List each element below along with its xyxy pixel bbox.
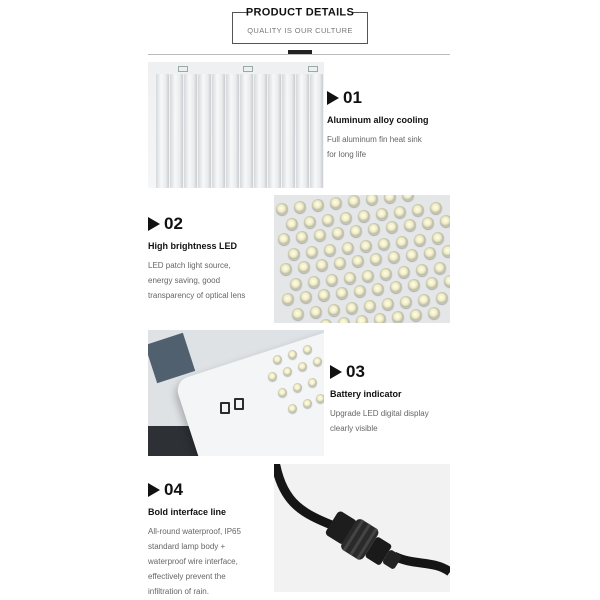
led-chip <box>316 259 328 271</box>
led-chip <box>296 231 308 243</box>
led-chip <box>424 247 436 259</box>
led-chip <box>394 206 406 218</box>
feature-title: High brightness LED <box>148 241 238 251</box>
led-chip <box>366 195 378 205</box>
led-chip <box>298 362 307 371</box>
led-chip <box>354 285 366 297</box>
led-chip <box>313 357 322 366</box>
feature-title: Bold interface line <box>148 507 227 517</box>
led-chip <box>432 232 444 244</box>
led-chip <box>276 203 288 215</box>
led-chip <box>338 317 350 323</box>
led-chip <box>370 253 382 265</box>
feature-title: Battery indicator <box>330 389 402 399</box>
led-chip <box>306 246 318 258</box>
heat-sink-photo <box>148 62 324 188</box>
header-divider-mark <box>288 50 312 54</box>
led-chip <box>290 278 302 290</box>
led-chip <box>436 292 448 304</box>
led-chip <box>404 219 416 231</box>
led-chip <box>372 283 384 295</box>
led-chip <box>308 276 320 288</box>
led-chip <box>414 234 426 246</box>
led-chip <box>402 195 414 201</box>
description-line: All-round waterproof, IP65 <box>148 527 241 536</box>
led-chip <box>298 261 310 273</box>
led-chip <box>278 388 287 397</box>
description-line: waterproof wire interface, <box>148 557 238 566</box>
feature-description <box>327 132 429 162</box>
led-chip <box>384 195 396 203</box>
led-chip <box>303 399 312 408</box>
feature-description <box>148 258 245 303</box>
header-frame-line <box>233 43 367 44</box>
led-chip <box>294 201 306 213</box>
led-chip <box>410 309 422 321</box>
led-chip <box>308 378 317 387</box>
led-chip <box>442 245 450 257</box>
heat-sink-fin <box>268 74 281 188</box>
led-chip <box>380 268 392 280</box>
play-arrow-icon <box>327 91 339 105</box>
led-chip <box>268 372 277 381</box>
clip-icon <box>308 66 318 72</box>
led-chip <box>392 311 404 323</box>
led-chip <box>286 218 298 230</box>
play-arrow-icon <box>148 217 160 231</box>
play-arrow-icon <box>330 365 342 379</box>
feature-3 <box>330 362 429 436</box>
clip-icon <box>243 66 253 72</box>
description-line: energy saving, good <box>148 276 221 285</box>
led-chip <box>400 296 412 308</box>
led-chip <box>332 227 344 239</box>
heat-sink-fin <box>310 74 323 188</box>
led-chip <box>288 350 297 359</box>
led-chip <box>340 212 352 224</box>
led-chip <box>378 238 390 250</box>
feature-title: Aluminum alloy cooling <box>327 115 429 125</box>
description-line: clearly visible <box>330 424 378 433</box>
led-chip <box>412 204 424 216</box>
page-title: PRODUCT DETAILS <box>245 6 355 19</box>
led-chip <box>416 264 428 276</box>
led-chip <box>348 195 360 207</box>
heat-sink-fin <box>198 74 211 188</box>
led-chip <box>288 248 300 260</box>
led-chip <box>362 270 374 282</box>
play-arrow-icon <box>148 483 160 497</box>
led-chip <box>406 249 418 261</box>
led-chip <box>292 308 304 320</box>
led-chip <box>312 199 324 211</box>
description-line: LED patch light source, <box>148 261 231 270</box>
led-chip <box>364 300 376 312</box>
feature-number: 01 <box>343 88 362 107</box>
description-line: effectively prevent the <box>148 572 226 581</box>
waterproof-cable-photo <box>274 464 450 592</box>
description-line: transparency of optical lens <box>148 291 246 300</box>
feature-4 <box>148 480 241 599</box>
led-chip <box>283 367 292 376</box>
led-chip <box>334 257 346 269</box>
led-chip <box>344 272 356 284</box>
led-chip <box>346 302 358 314</box>
led-chip <box>376 208 388 220</box>
led-chip <box>322 214 334 226</box>
page-subtitle: QUALITY IS OUR CULTURE <box>247 26 353 35</box>
led-chip <box>374 313 386 323</box>
description-line: Full aluminum fin heat sink <box>327 135 422 144</box>
led-chip <box>352 255 364 267</box>
heat-sink-fin <box>156 74 169 188</box>
feature-description <box>330 406 429 436</box>
digit-display-icon <box>220 402 230 414</box>
led-chip <box>350 225 362 237</box>
led-chip <box>300 291 312 303</box>
led-chip <box>318 289 330 301</box>
led-chip <box>390 281 402 293</box>
feature-number: 02 <box>164 214 183 233</box>
clip-icon <box>178 66 188 72</box>
led-chip <box>304 216 316 228</box>
heat-sink-fin <box>296 74 309 188</box>
led-chip <box>388 251 400 263</box>
led-chip <box>303 345 312 354</box>
heat-sink-fin <box>212 74 225 188</box>
description-line: standard lamp body + <box>148 542 226 551</box>
header-divider <box>148 54 450 55</box>
led-chip <box>386 221 398 233</box>
led-chip <box>342 242 354 254</box>
description-line: Upgrade LED digital display <box>330 409 429 418</box>
heat-sink-fin <box>254 74 267 188</box>
description-line: infiltration of rain. <box>148 587 209 596</box>
led-chip <box>278 233 290 245</box>
led-chips-photo <box>274 195 450 323</box>
heat-sink-fin <box>226 74 239 188</box>
led-chip <box>434 262 446 274</box>
led-chip <box>280 263 292 275</box>
led-chip <box>360 240 372 252</box>
led-chip <box>358 210 370 222</box>
led-chip <box>426 277 438 289</box>
led-chip <box>288 404 297 413</box>
heat-sink-fin <box>240 74 253 188</box>
led-chip <box>408 279 420 291</box>
led-chip <box>320 319 332 323</box>
feature-1 <box>327 88 429 162</box>
feature-number: 04 <box>164 480 183 499</box>
led-chip <box>368 223 380 235</box>
led-chip <box>356 315 368 323</box>
battery-indicator-photo <box>148 330 324 456</box>
led-chip <box>330 197 342 209</box>
led-chip <box>316 394 324 403</box>
heat-sink-fin <box>282 74 295 188</box>
led-chip <box>422 217 434 229</box>
led-chip <box>273 355 282 364</box>
digit-display-icon <box>234 398 244 410</box>
led-chip <box>326 274 338 286</box>
led-chip <box>430 202 442 214</box>
feature-2 <box>148 214 245 303</box>
description-line: for long life <box>327 150 367 159</box>
led-chip <box>440 215 450 227</box>
led-chip <box>293 383 302 392</box>
led-chip <box>398 266 410 278</box>
led-chip <box>444 275 450 287</box>
led-chip <box>382 298 394 310</box>
led-chip <box>396 236 408 248</box>
led-chip <box>418 294 430 306</box>
led-chip <box>314 229 326 241</box>
led-chip <box>428 307 440 319</box>
cable-connector-icon <box>274 464 450 592</box>
led-chip <box>336 287 348 299</box>
heat-sink-fin <box>184 74 197 188</box>
led-chip <box>328 304 340 316</box>
heat-sink-fin <box>170 74 183 188</box>
led-chip <box>310 306 322 318</box>
led-chip <box>324 244 336 256</box>
feature-number: 03 <box>346 362 365 381</box>
led-chip <box>282 293 294 305</box>
header-frame <box>232 6 368 44</box>
feature-description <box>148 524 241 599</box>
